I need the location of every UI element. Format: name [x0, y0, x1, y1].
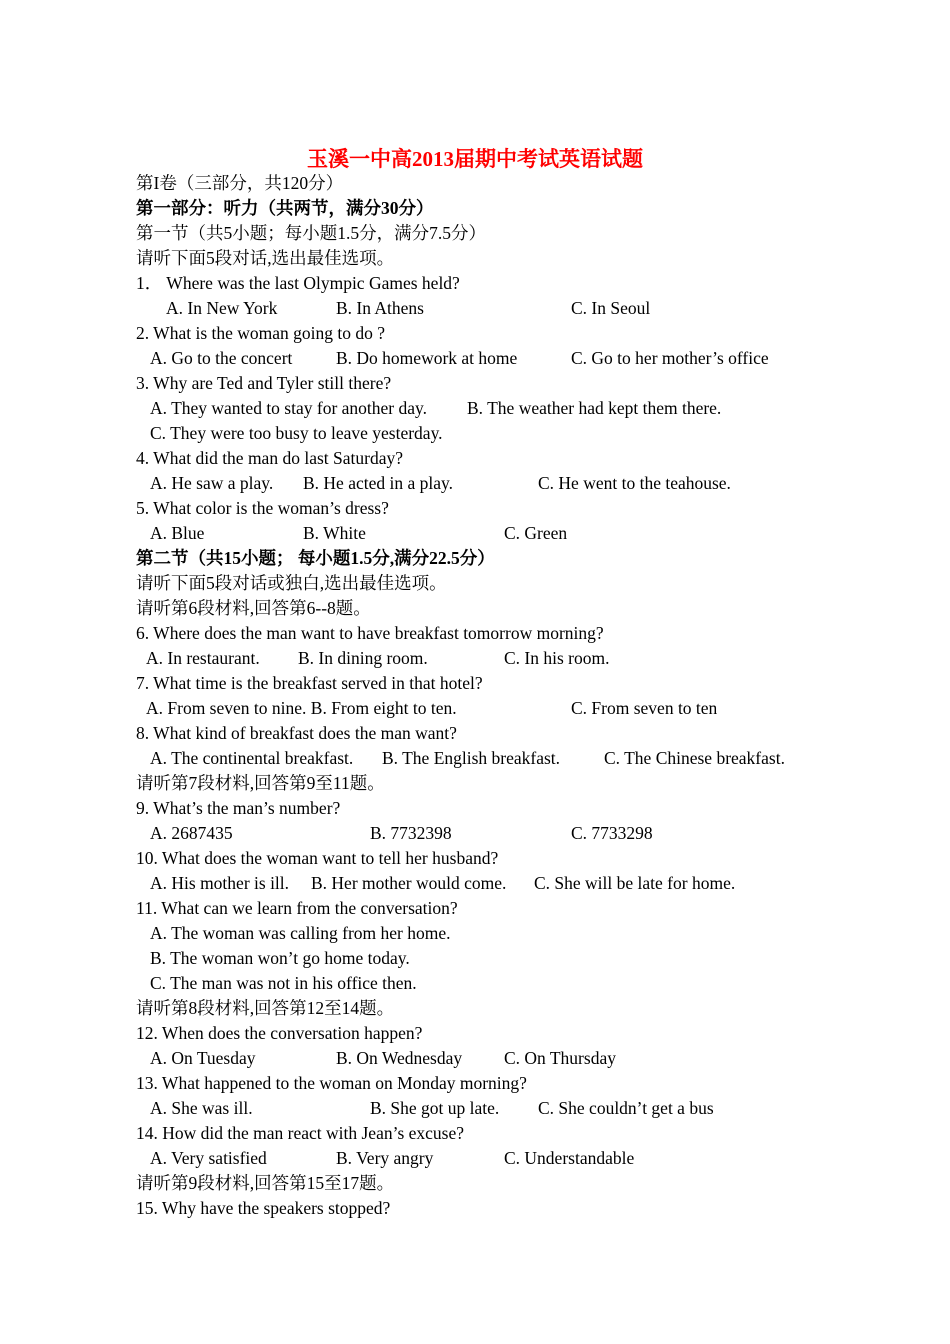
- instruction-1: 请听下面5段对话,选出最佳选项。: [136, 248, 395, 268]
- option-11a-line: [136, 921, 836, 946]
- option-10a: A. His mother is ill.: [150, 873, 290, 893]
- option-6b: B. In dining room.: [298, 648, 428, 668]
- question-11: 11. What can we learn from the conversation?: [136, 898, 458, 918]
- option-3b: B. The weather had kept them there.: [467, 398, 722, 418]
- option-9c: C. 7733298: [571, 823, 653, 843]
- option-10b: B. Her mother would come.: [311, 873, 507, 893]
- option-10c: C. She will be late for home.: [534, 873, 736, 893]
- question-7: 7. What time is the breakfast served in that hotel?: [136, 673, 483, 693]
- option-6c: C. In his room.: [504, 648, 610, 668]
- option-12b: B. On Wednesday: [336, 1048, 463, 1068]
- section2-heading: 第二节（共15小题； 每小题1.5分,满分22.5分）: [136, 548, 495, 568]
- option-5b: B. White: [303, 523, 366, 543]
- option-14c: C. Understandable: [504, 1148, 635, 1168]
- part1-heading: 第一部分：听力（共两节，满分30分）: [136, 198, 434, 218]
- page-title: 玉溪一中高2013届期中考试英语试题: [307, 147, 643, 171]
- option-8c: C. The Chinese breakfast.: [604, 748, 785, 768]
- option-3c: C. They were too busy to leave yesterday.: [150, 423, 443, 443]
- option-8b: B. The English breakfast.: [382, 748, 561, 768]
- options-6: [136, 646, 836, 671]
- question-1: 1． Where was the last Olympic Games held?: [136, 273, 460, 293]
- option-13a: A. She was ill.: [150, 1098, 253, 1118]
- option-12a: A. On Tuesday: [150, 1048, 256, 1068]
- question-15: 15. Why have the speakers stopped?: [136, 1198, 391, 1218]
- options-3: [136, 396, 836, 421]
- option-13b: B. She got up late.: [370, 1098, 500, 1118]
- option-9a: A. 2687435: [150, 823, 233, 843]
- options-10: [136, 871, 836, 896]
- option-11a: A. The woman was calling from her home.: [150, 923, 451, 943]
- option-6a: A. In restaurant.: [146, 648, 260, 668]
- option-11b-line: [136, 946, 836, 971]
- option-2b: B. Do homework at home: [336, 348, 518, 368]
- question-10: 10. What does the woman want to tell her husband?: [136, 848, 499, 868]
- option-9b: B. 7732398: [370, 823, 452, 843]
- question-4: 4. What did the man do last Saturday?: [136, 448, 403, 468]
- option-5c: C. Green: [504, 523, 568, 543]
- option-1b: B. In Athens: [336, 298, 424, 318]
- option-14a: A. Very satisfied: [150, 1148, 267, 1168]
- exam-content: [136, 171, 836, 1221]
- options-5: [136, 521, 836, 546]
- option-4c: C. He went to the teahouse.: [538, 473, 731, 493]
- question-5: 5. What color is the woman’s dress?: [136, 498, 389, 518]
- option-7ab: A. From seven to nine. B. From eight to ten.: [146, 698, 457, 718]
- instruction-2: 请听下面5段对话或独白,选出最佳选项。: [136, 573, 447, 593]
- options-14: [136, 1146, 836, 1171]
- option-7c: C. From seven to ten: [571, 698, 718, 718]
- option-11c-line: [136, 971, 836, 996]
- option-11c: C. The man was not in his office then.: [150, 973, 417, 993]
- option-1a: A. In New York: [166, 298, 278, 318]
- options-4: [136, 471, 836, 496]
- question-9: 9. What’s the man’s number?: [136, 798, 341, 818]
- options-3-cont: [136, 421, 836, 446]
- question-6: 6. Where does the man want to have breakfast tomorrow morning?: [136, 623, 604, 643]
- options-1: [136, 296, 836, 321]
- volume-heading: 第I卷（三部分，共120分）: [136, 173, 344, 193]
- options-8: [136, 746, 836, 771]
- question-14: 14. How did the man react with Jean’s excuse?: [136, 1123, 465, 1143]
- material-7: 请听第7段材料,回答第9至11题。: [136, 773, 385, 793]
- material-9: 请听第9段材料,回答第15至17题。: [136, 1173, 395, 1193]
- option-1c: C. In Seoul: [571, 298, 651, 318]
- options-12: [136, 1046, 836, 1071]
- question-3: 3. Why are Ted and Tyler still there?: [136, 373, 392, 393]
- option-4b: B. He acted in a play.: [303, 473, 453, 493]
- question-13: 13. What happened to the woman on Monday morning?: [136, 1073, 527, 1093]
- option-11b: B. The woman won’t go home today.: [150, 948, 410, 968]
- options-7: [136, 696, 836, 721]
- option-3a: A. They wanted to stay for another day.: [150, 398, 428, 418]
- options-9: [136, 821, 836, 846]
- option-14b: B. Very angry: [336, 1148, 434, 1168]
- question-8: 8. What kind of breakfast does the man want?: [136, 723, 457, 743]
- options-13: [136, 1096, 836, 1121]
- option-2a: A. Go to the concert: [150, 348, 293, 368]
- material-6: 请听第6段材料,回答第6--8题。: [136, 598, 371, 618]
- material-8: 请听第8段材料,回答第12至14题。: [136, 998, 395, 1018]
- option-2c: C. Go to her mother’s office: [571, 348, 769, 368]
- option-8a: A. The continental breakfast.: [150, 748, 354, 768]
- question-12: 12. When does the conversation happen?: [136, 1023, 423, 1043]
- question-2: 2. What is the woman going to do ?: [136, 323, 386, 343]
- option-4a: A. He saw a play.: [150, 473, 274, 493]
- option-5a: A. Blue: [150, 523, 205, 543]
- section1-heading: 第一节（共5小题；每小题1.5分，满分7.5分）: [136, 223, 486, 243]
- options-2: [136, 346, 836, 371]
- option-13c: C. She couldn’t get a bus: [538, 1098, 714, 1118]
- option-12c: C. On Thursday: [504, 1048, 616, 1068]
